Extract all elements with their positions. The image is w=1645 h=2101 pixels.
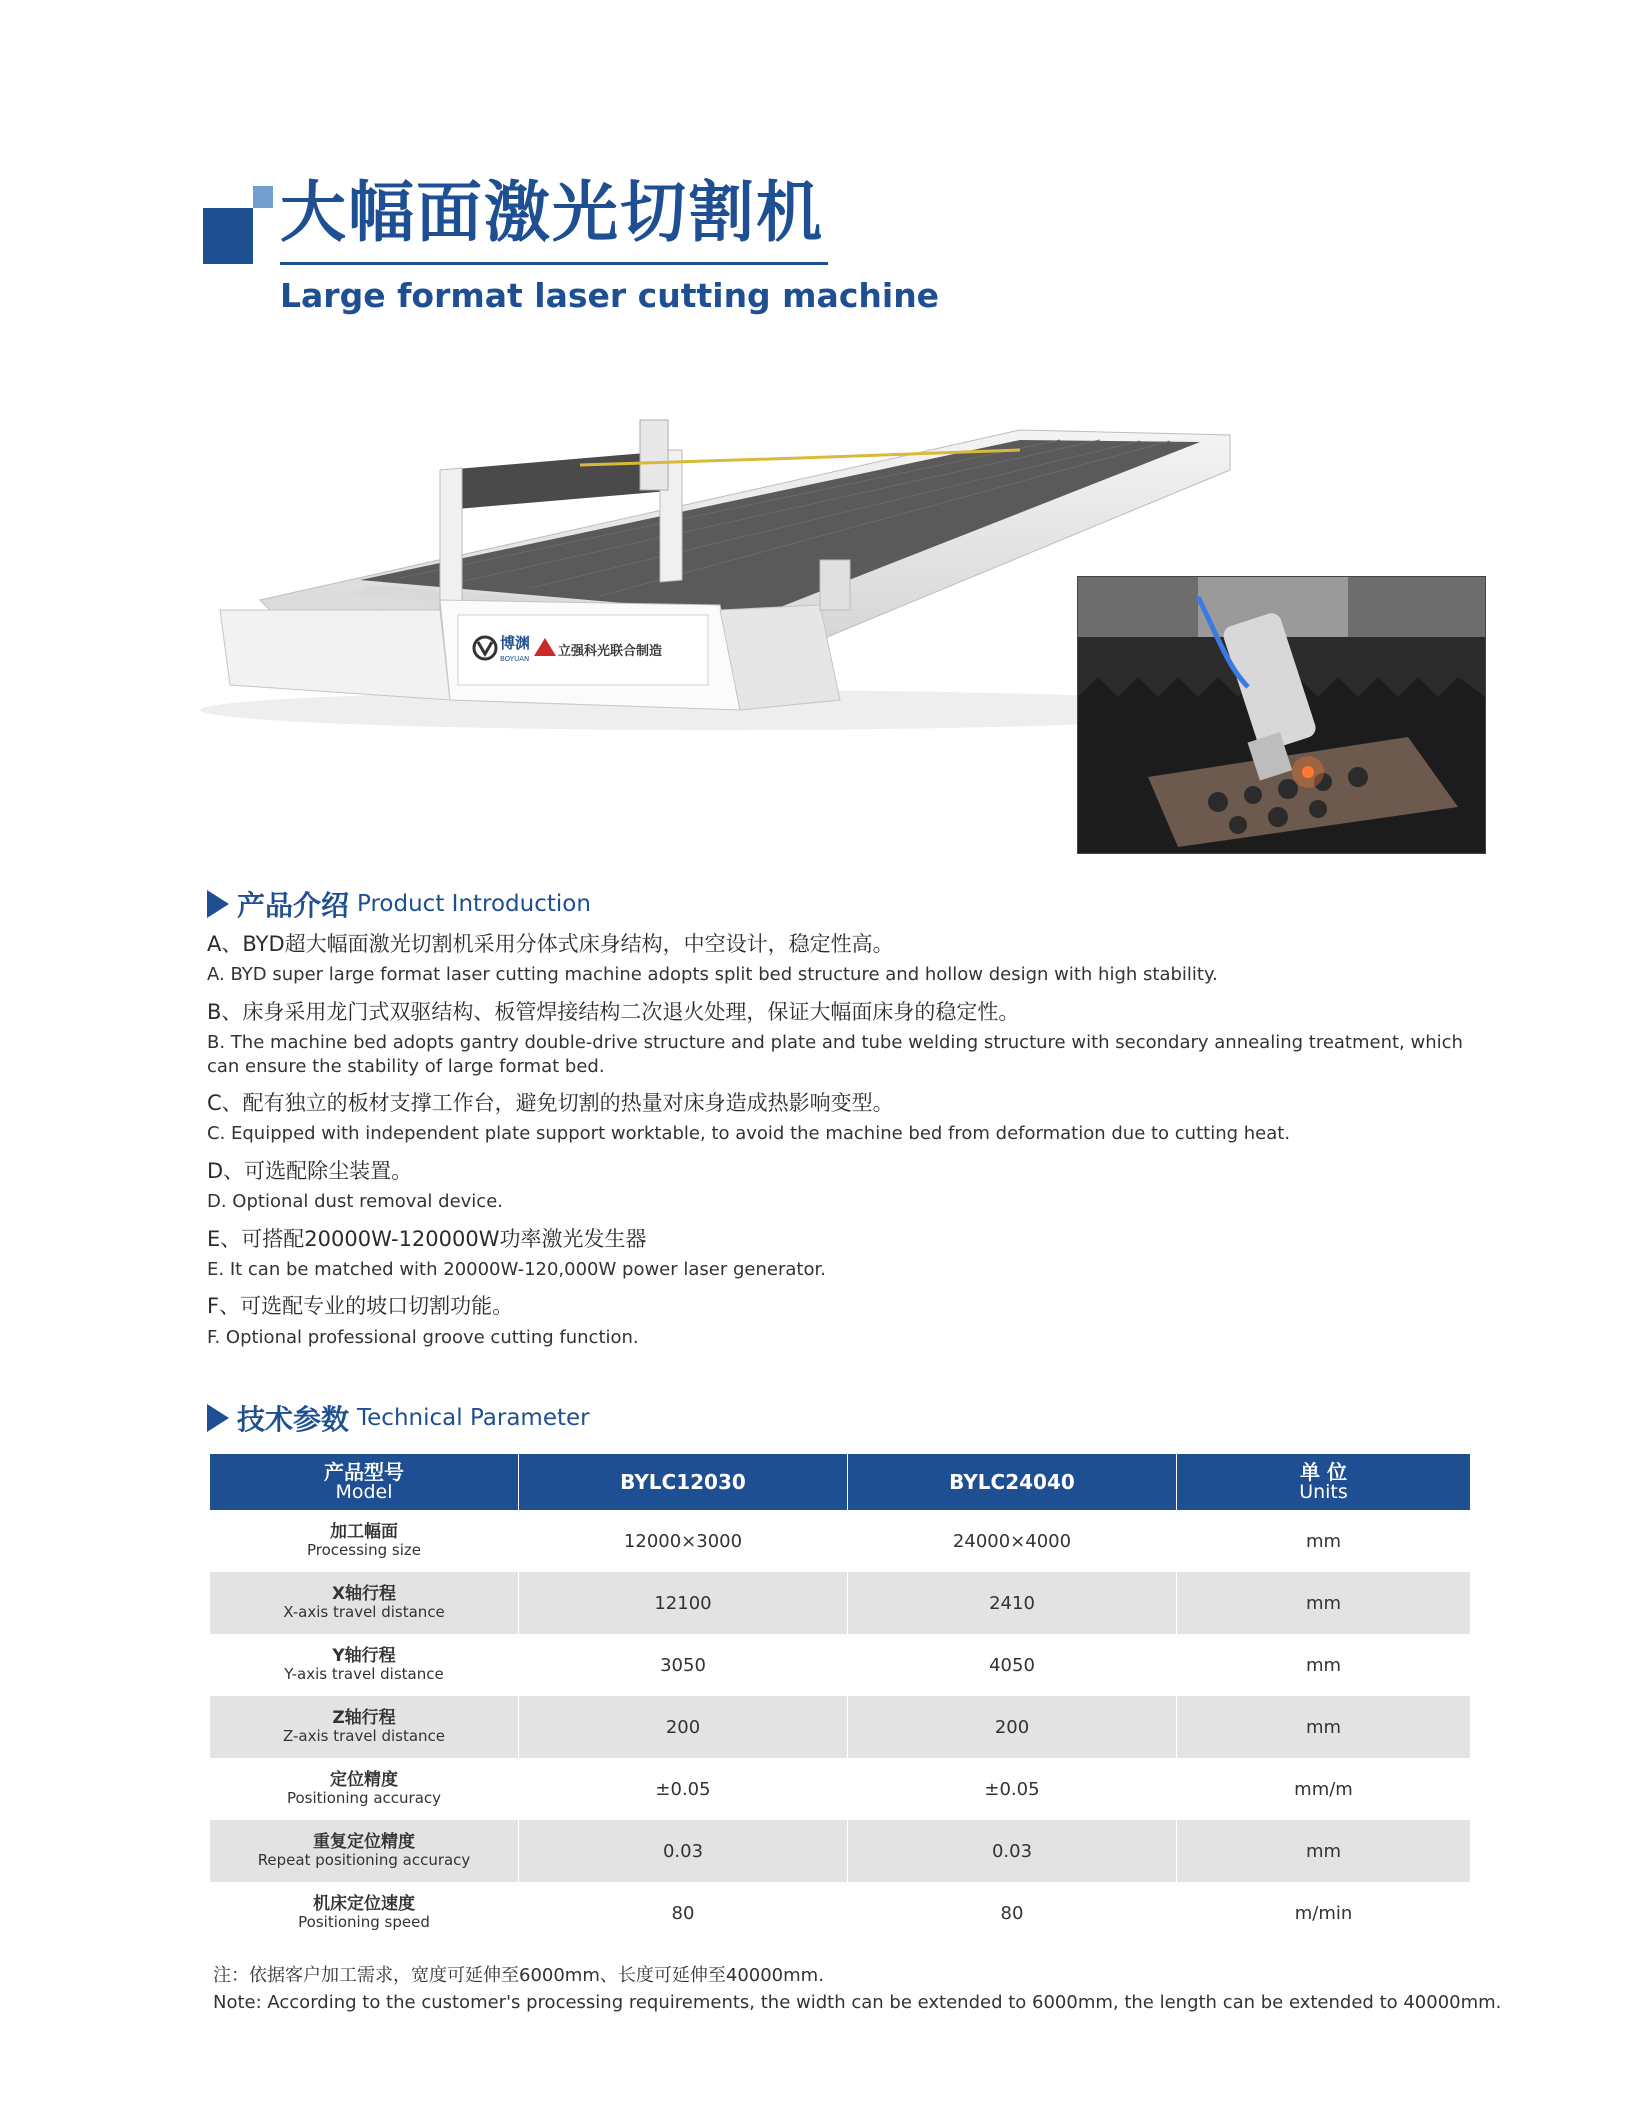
param-value-2: ±0.05 [848, 1758, 1177, 1820]
intro-item-en: E. It can be matched with 20000W-120,000W power laser generator. [207, 1258, 826, 1280]
page-subtitle: Large format laser cutting machine [280, 276, 940, 315]
param-name-zh: 机床定位速度 [313, 1893, 415, 1914]
param-value-1: 12100 [519, 1572, 848, 1634]
table-row [210, 1820, 1470, 1882]
header-units-zh: 单 位 [1300, 1459, 1347, 1484]
param-value-2: 200 [848, 1696, 1177, 1758]
param-name [210, 1820, 519, 1882]
header-units-en: Units [1299, 1480, 1348, 1503]
param-value-2: 4050 [848, 1634, 1177, 1696]
param-name [210, 1510, 519, 1572]
intro-item-en: F. Optional professional groove cutting function. [207, 1326, 639, 1348]
param-value-1: 200 [519, 1696, 848, 1758]
param-name-en: Z-axis travel distance [282, 1727, 446, 1746]
param-unit: m/min [1294, 1902, 1353, 1924]
param-name-zh: X轴行程 [331, 1583, 397, 1604]
param-value-1: 12000×3000 [519, 1510, 848, 1572]
param-value-2: 80 [848, 1882, 1177, 1944]
table-row [210, 1634, 1470, 1696]
params-heading-en: Technical Parameter [357, 1405, 590, 1431]
param-name-zh: 加工幅面 [330, 1521, 398, 1542]
param-name-zh: Z轴行程 [332, 1707, 396, 1728]
param-name-en: Repeat positioning accuracy [257, 1851, 471, 1870]
param-name-en: Processing size [307, 1541, 421, 1560]
params-heading-zh: 技术参数 [237, 1403, 350, 1436]
header-model-1: BYLC12030 [519, 1454, 848, 1510]
table-row [210, 1696, 1470, 1758]
intro-item-zh: C、配有独立的板材支撑工作台，避免切割的热量对床身造成热影响变型。 [207, 1090, 894, 1115]
header-model-en: Model [335, 1480, 393, 1503]
intro-heading-en: Product Introduction [357, 891, 591, 917]
param-name [210, 1882, 519, 1944]
table-row [210, 1882, 1470, 1944]
spec-table [210, 1454, 1470, 1944]
list-item [207, 1157, 1487, 1214]
page-title: 大幅面激光切割机 [280, 174, 824, 251]
title-square-logo-icon [203, 186, 273, 266]
cutting-head-photo [1077, 576, 1486, 854]
table-row [210, 1572, 1470, 1634]
param-name-en: Positioning accuracy [286, 1789, 442, 1808]
param-name-zh: 重复定位精度 [313, 1831, 415, 1852]
intro-heading-zh: 产品介绍 [237, 889, 350, 922]
param-unit: mm/m [1294, 1778, 1353, 1800]
intro-item-en: A. BYD super large format laser cutting machine adopts split bed structure and hollow design with high stability. [207, 964, 1218, 986]
param-unit: mm [1177, 1572, 1470, 1634]
param-name [210, 1572, 519, 1634]
title-underline [280, 262, 828, 265]
list-item [207, 1089, 1487, 1146]
param-value-1: 80 [519, 1882, 848, 1944]
param-name [210, 1634, 519, 1696]
param-name-zh: 定位精度 [330, 1769, 398, 1790]
intro-item-en: B. The machine bed adopts gantry double-drive structure and plate and tube welding structure with secondary annealing treatment, which can ensure the stability of large format bed. [207, 1032, 1463, 1077]
param-value-2: 2410 [848, 1572, 1177, 1634]
intro-item-zh: D、可选配除尘装置。 [207, 1158, 413, 1183]
intro-item-zh: E、可搭配20000W-120000W功率激光发生器 [207, 1226, 647, 1251]
table-row [210, 1510, 1470, 1572]
header-model [210, 1454, 519, 1510]
intro-item-zh: B、床身采用龙门式双驱结构、板管焊接结构二次退火处理，保证大幅面床身的稳定性。 [207, 999, 1020, 1024]
table-header-row [210, 1454, 1470, 1510]
machine-partner-zh: 立强科光联合制造 [558, 644, 663, 659]
intro-item-zh: F、可选配专业的坡口切割功能。 [207, 1294, 514, 1319]
header-model-2: BYLC24040 [848, 1454, 1177, 1510]
intro-item-zh: A、BYD超大幅面激光切割机采用分体式床身结构，中空设计，稳定性高。 [207, 932, 894, 956]
footnote-en: Note: According to the customer's processing requirements, the width can be extended to 6000mm, the length can be extended to 40000mm. [213, 1992, 1502, 2013]
header-units [1177, 1454, 1470, 1510]
section-heading-intro [207, 884, 591, 924]
param-unit: mm [1177, 1696, 1470, 1758]
param-name-en: Positioning speed [298, 1913, 430, 1932]
param-name-en: Y-axis travel distance [284, 1665, 444, 1684]
machine-brand-en: BOYUAN [500, 655, 530, 663]
list-item [207, 930, 1487, 987]
param-unit: mm [1177, 1820, 1470, 1882]
list-item [207, 1225, 1487, 1282]
list-item [207, 1292, 1487, 1349]
param-value-1: ±0.05 [519, 1758, 848, 1820]
param-unit: mm [1305, 1530, 1342, 1552]
section-heading-params [207, 1398, 590, 1438]
param-name-zh: Y轴行程 [332, 1645, 396, 1666]
intro-item-en: D. Optional dust removal device. [207, 1191, 503, 1213]
triangle-bullet-icon [207, 890, 229, 918]
param-name [210, 1696, 519, 1758]
machine-brand-zh: 博渊 [500, 634, 531, 652]
triangle-bullet-icon [207, 1404, 229, 1432]
intro-item-en: C. Equipped with independent plate support worktable, to avoid the machine bed from deformation due to cutting heat. [207, 1123, 1291, 1145]
footnote [213, 1962, 1502, 2016]
param-value-2: 0.03 [848, 1820, 1177, 1882]
param-value-1: 0.03 [519, 1820, 848, 1882]
param-unit: mm [1305, 1654, 1342, 1676]
intro-list [207, 930, 1487, 1360]
list-item [207, 998, 1487, 1078]
param-name [210, 1758, 519, 1820]
footnote-zh: 注：依据客户加工需求，宽度可延伸至6000mm、长度可延伸至40000mm. [213, 1965, 824, 1986]
param-value-2: 24000×4000 [848, 1510, 1177, 1572]
table-row [210, 1758, 1470, 1820]
header-model-zh: 产品型号 [324, 1459, 404, 1484]
param-value-1: 3050 [519, 1634, 848, 1696]
param-name-en: X-axis travel distance [283, 1603, 445, 1622]
